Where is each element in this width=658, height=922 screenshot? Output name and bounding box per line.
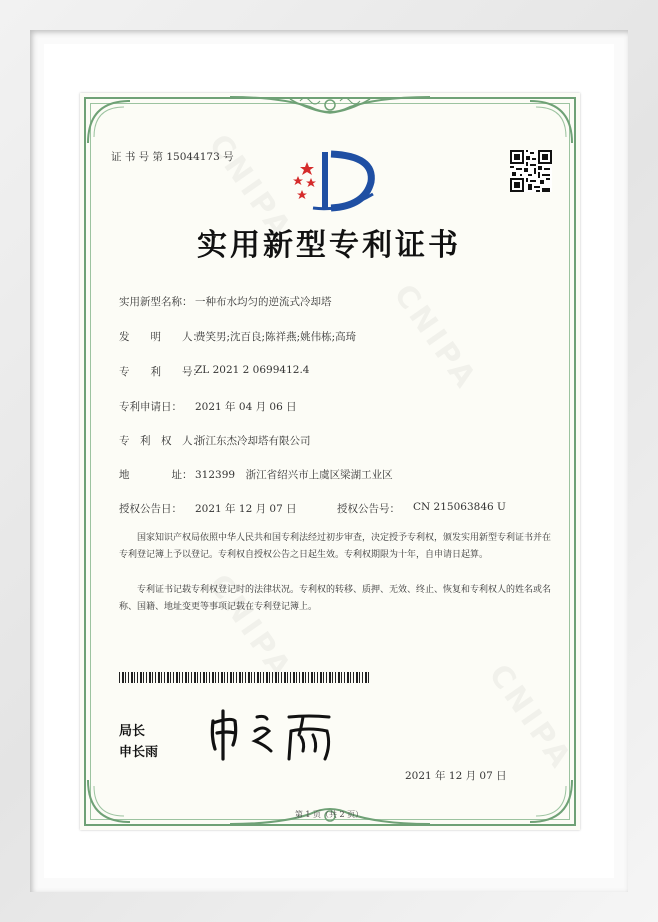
cnipa-logo-icon [287,148,377,216]
top-ornament-icon [230,93,430,121]
field-address-value: 312399 浙江省绍兴市上虞区梁湖工业区 [195,469,393,481]
qr-code-icon [510,150,552,192]
certificate-number: 证 书 号 第 15044173 号 [111,151,234,163]
certificate-title: 实用新型专利证书 [197,228,461,263]
field-grant-no-value: CN 215063846 U [413,501,506,513]
field-filing-date-value: 2021 年 04 月 06 日 [195,401,297,413]
corner-ornament-top-left-icon [84,97,134,147]
handwritten-signature-icon [205,705,340,763]
field-inventor-label: 发 明 人： [119,331,203,343]
field-grant-date-value: 2021 年 12 月 07 日 [195,503,297,515]
field-address-label: 地 址： [119,469,193,481]
field-grant-no-label: 授权公告号： [337,503,400,515]
corner-ornament-top-right-icon [526,97,576,147]
statement-paragraph-2: 专利证书记载专利权登记时的法律状况。专利权的转移、质押、无效、终止、恢复和专利权人的姓名或名称、国籍、地址变更等事项记载在专利登记簿上。 [119,585,552,612]
field-patent-no-label: 专 利 号： [119,366,203,378]
field-inventor-value: 费笑男;沈百良;陈祥燕;姚伟栋;高琦 [195,331,357,343]
barcode-icon [119,672,369,683]
signature-title: 局长 [119,724,146,739]
field-patentee-label: 专 利 权 人： [119,435,203,447]
field-name-label: 实用新型名称： [119,296,193,308]
sign-date: 2021 年 12 月 07 日 [405,770,507,782]
field-filing-date-label: 专利申请日： [119,401,182,413]
signature-name: 申长雨 [119,745,159,760]
field-patent-no-value: ZL 2021 2 0699412.4 [195,364,310,376]
page-footer: 第 1 页（共 2 页） [294,810,364,819]
statement-paragraph-1: 国家知识产权局依照中华人民共和国专利法经过初步审查，决定授予专利权，颁发实用新型专利证书并在专利登记簿上予以登记。专利权自授权公告之日起生效。专利权期限为十年，自申请日起算。 [119,533,552,560]
field-name-value: 一种布水均匀的逆流式冷却塔 [195,296,332,308]
field-grant-date-label: 授权公告日： [119,503,182,515]
field-patentee-value: 浙江东杰冷却塔有限公司 [195,435,311,447]
